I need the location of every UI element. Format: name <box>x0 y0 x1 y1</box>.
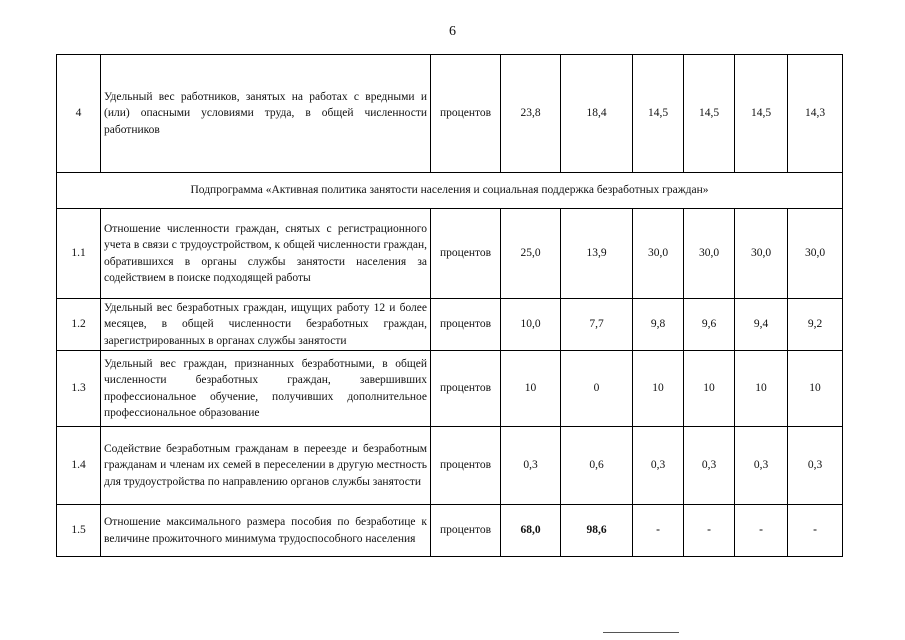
value-cell: 10,0 <box>501 299 561 351</box>
value-cell: 68,0 <box>501 505 561 557</box>
value-cell: - <box>788 505 843 557</box>
value-cell: 30,0 <box>633 209 684 299</box>
value-cell: 0,3 <box>633 427 684 505</box>
value-cell: 0,3 <box>684 427 735 505</box>
value-cell: 0,3 <box>735 427 788 505</box>
value-cell: 14,5 <box>633 55 684 173</box>
footer-divider <box>603 632 679 633</box>
indicator-name: Удельный вес безработных граждан, ищущих работу 12 и более месяцев, в общей численности безработных граждан, зарегистрированных в органах службы занятости <box>101 299 431 351</box>
unit-cell: процентов <box>431 505 501 557</box>
value-cell: - <box>684 505 735 557</box>
value-cell: 9,2 <box>788 299 843 351</box>
value-cell: 10 <box>735 351 788 427</box>
row-number: 1.3 <box>57 351 101 427</box>
row-number: 1.2 <box>57 299 101 351</box>
row-number: 1.1 <box>57 209 101 299</box>
indicator-name: Отношение максимального размера пособия по безработице к величине прожиточного минимума трудоспособного населения <box>101 505 431 557</box>
value-cell: 18,4 <box>561 55 633 173</box>
indicators-table <box>56 54 843 557</box>
table-row <box>57 351 843 427</box>
value-cell: 9,6 <box>684 299 735 351</box>
value-cell: 23,8 <box>501 55 561 173</box>
value-cell: 14,5 <box>684 55 735 173</box>
value-cell: 9,8 <box>633 299 684 351</box>
value-cell: 14,5 <box>735 55 788 173</box>
row-number: 4 <box>57 55 101 173</box>
page-number: 6 <box>449 24 456 39</box>
unit-cell: процентов <box>431 351 501 427</box>
value-cell: 10 <box>788 351 843 427</box>
value-cell: 13,9 <box>561 209 633 299</box>
table-row <box>57 299 843 351</box>
subprogram-row <box>57 173 843 209</box>
indicator-name: Содействие безработным гражданам в переезде и безработным гражданам и членам их семей в переселении в другую местность для трудоустройства по направлению органов службы занятости <box>101 427 431 505</box>
value-cell: 30,0 <box>788 209 843 299</box>
value-cell: 0 <box>561 351 633 427</box>
value-cell: 98,6 <box>561 505 633 557</box>
value-cell: 30,0 <box>684 209 735 299</box>
indicator-name: Удельный вес работников, занятых на работах с вредными и (или) опасными условиями труда, в общей численности работников <box>101 55 431 173</box>
value-cell: 10 <box>501 351 561 427</box>
unit-cell: процентов <box>431 427 501 505</box>
table-row <box>57 505 843 557</box>
value-cell: 0,6 <box>561 427 633 505</box>
table-row <box>57 55 843 173</box>
value-cell: 10 <box>684 351 735 427</box>
value-cell: - <box>735 505 788 557</box>
unit-cell: процентов <box>431 299 501 351</box>
table-row <box>57 209 843 299</box>
value-cell: - <box>633 505 684 557</box>
indicator-name: Удельный вес граждан, признанных безработными, в общей численности безработных граждан, завершивших профессиональное обучение, получивших дополнительное профессиональное образование <box>101 351 431 427</box>
value-cell: 0,3 <box>501 427 561 505</box>
subprogram-title: Подпрограмма «Активная политика занятости населения и социальная поддержка безработных граждан» <box>57 173 843 209</box>
unit-cell: процентов <box>431 55 501 173</box>
row-number: 1.5 <box>57 505 101 557</box>
row-number: 1.4 <box>57 427 101 505</box>
value-cell: 10 <box>633 351 684 427</box>
value-cell: 7,7 <box>561 299 633 351</box>
table-row <box>57 427 843 505</box>
value-cell: 30,0 <box>735 209 788 299</box>
value-cell: 14,3 <box>788 55 843 173</box>
value-cell: 0,3 <box>788 427 843 505</box>
indicator-name: Отношение численности граждан, снятых с регистрационного учета в связи с трудоустройством, к общей численности граждан, обратившихся в органы службы занятости населения за содействием в поиске подходящей работы <box>101 209 431 299</box>
value-cell: 25,0 <box>501 209 561 299</box>
unit-cell: процентов <box>431 209 501 299</box>
value-cell: 9,4 <box>735 299 788 351</box>
